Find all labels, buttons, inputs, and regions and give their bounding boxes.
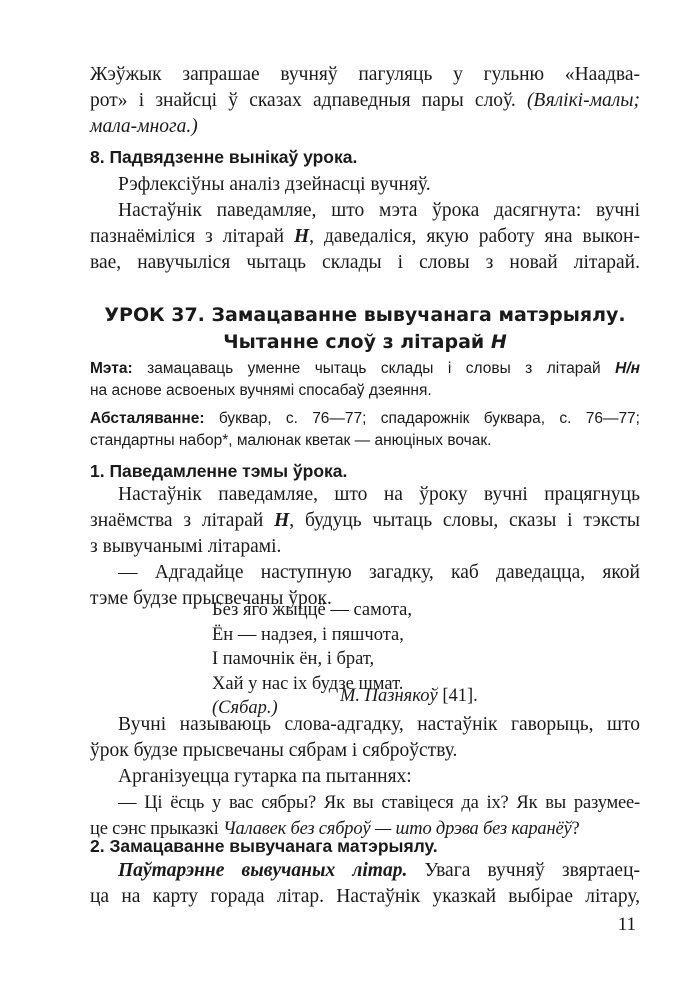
- discussion-paragraph: [90, 712, 640, 842]
- riddle-answer: (Сябар.): [212, 698, 278, 718]
- equipment-line-1: Абсталяванне: буквар, с. 76—77; спадарожнік буквара, с. 76—77;: [90, 410, 640, 427]
- lesson-title: [90, 302, 640, 356]
- section-2-heading: 2. Замацаванне вывучанага матэрыялу.: [90, 836, 438, 856]
- discussion-line-2: ўрок будзе прысвечаны сябрам і сяброўству.: [90, 740, 458, 761]
- intro-line-2: рот» і знайсці ў сказах адпаведныя пары слоў. (Вялікі-малы;: [90, 90, 640, 111]
- discussion-line-1: Вучні называюць слова-адгадку, настаўнік гаворыць, што: [118, 714, 640, 735]
- goal-line-2: на аснове асвоеных вучнямі спосабаў дзеяння.: [90, 382, 432, 399]
- section-8-line-2: пазнаёміліся з літарай Н, даведаліся, якую работу яна выкон-: [90, 226, 640, 247]
- intro-line-1: Жэўжык запрашае вучняў пагуляць у гульню «Наадва-: [90, 64, 640, 85]
- section-1-line-3: з вывучанымі літарамі.: [90, 536, 282, 557]
- section-8-line-3: вае, навучыліся чытаць склады і словы з новай літарай.: [90, 252, 640, 273]
- reflection-line: Рэфлексіўны аналіз дзейнасці вучняў.: [118, 174, 431, 195]
- poem-line-4: Хай у нас іх будзе шмат. (Сябар.): [212, 672, 412, 721]
- poem-author: М. Пазнякоў [41].: [340, 686, 478, 706]
- section-1-line-2: знаёмства з літарай Н, будуць чытаць словы, сказы і тэксты: [90, 510, 640, 531]
- section-1-heading: 1. Паведамленне тэмы ўрока.: [90, 461, 348, 481]
- section-8-body: [90, 172, 640, 276]
- section-2-body: [90, 858, 640, 910]
- section-1-body: [90, 482, 640, 612]
- section-8-line-1: Настаўнік паведамляе, што мэта ўрока дасягнута: вучні: [118, 200, 640, 221]
- section-2-line-2: ца на карту горада літар. Настаўнік указкай выбірае літару,: [90, 886, 640, 907]
- page-number: 11: [617, 914, 636, 935]
- lesson-title-line-1: УРОК 37. Замацаванне вывучанага матэрыялу.: [104, 304, 626, 326]
- riddle-intro-line-2: тэме будзе прысвечаны ўрок.: [90, 588, 332, 609]
- riddle-intro-line-1: — Адгадайце наступную загадку, каб даведацца, якой: [118, 562, 640, 583]
- discussion-line-3: Арганізуецца гутарка па пытаннях:: [118, 766, 412, 787]
- intro-paragraph: [90, 62, 640, 140]
- intro-line-3: мала-многа.): [90, 116, 198, 137]
- discussion-line-5: це сэнс прыказкі Чалавек без сяброў — што дрэва без каранёў?: [90, 819, 580, 839]
- goal-line-1: Мэта: замацаваць уменне чытаць склады і словы з літарай Н/н: [90, 360, 640, 377]
- section-1-line-1: Настаўнік паведамляе, што на ўроку вучні працягнуць: [118, 484, 640, 505]
- poem-line-2: Ён — надзея, і пяшчота,: [212, 624, 404, 645]
- poem-line-3: І памочнік ён, і брат,: [212, 649, 375, 669]
- equipment-line-2: стандартны набор*, малюнак кветак — анюціных вочак.: [90, 432, 492, 449]
- poem-line-1: Без яго жыццё — самота,: [212, 600, 412, 620]
- section-8-heading: 8. Падвядзенне вынікаў урока.: [90, 147, 358, 167]
- lesson-title-line-2: Чытанне слоў з літарай Н: [223, 331, 507, 353]
- discussion-line-4: — Ці ёсць у вас сябры? Як вы ставіцеся да іх? Як вы разумее-: [118, 793, 640, 813]
- proverb: Чалавек без сяброў — што дрэва без каранёў: [223, 819, 572, 839]
- section-2-line-1: Паўтарэнне вывучаных літар. Увага вучняў звяртаец-: [118, 860, 640, 881]
- lesson-meta: [90, 358, 640, 452]
